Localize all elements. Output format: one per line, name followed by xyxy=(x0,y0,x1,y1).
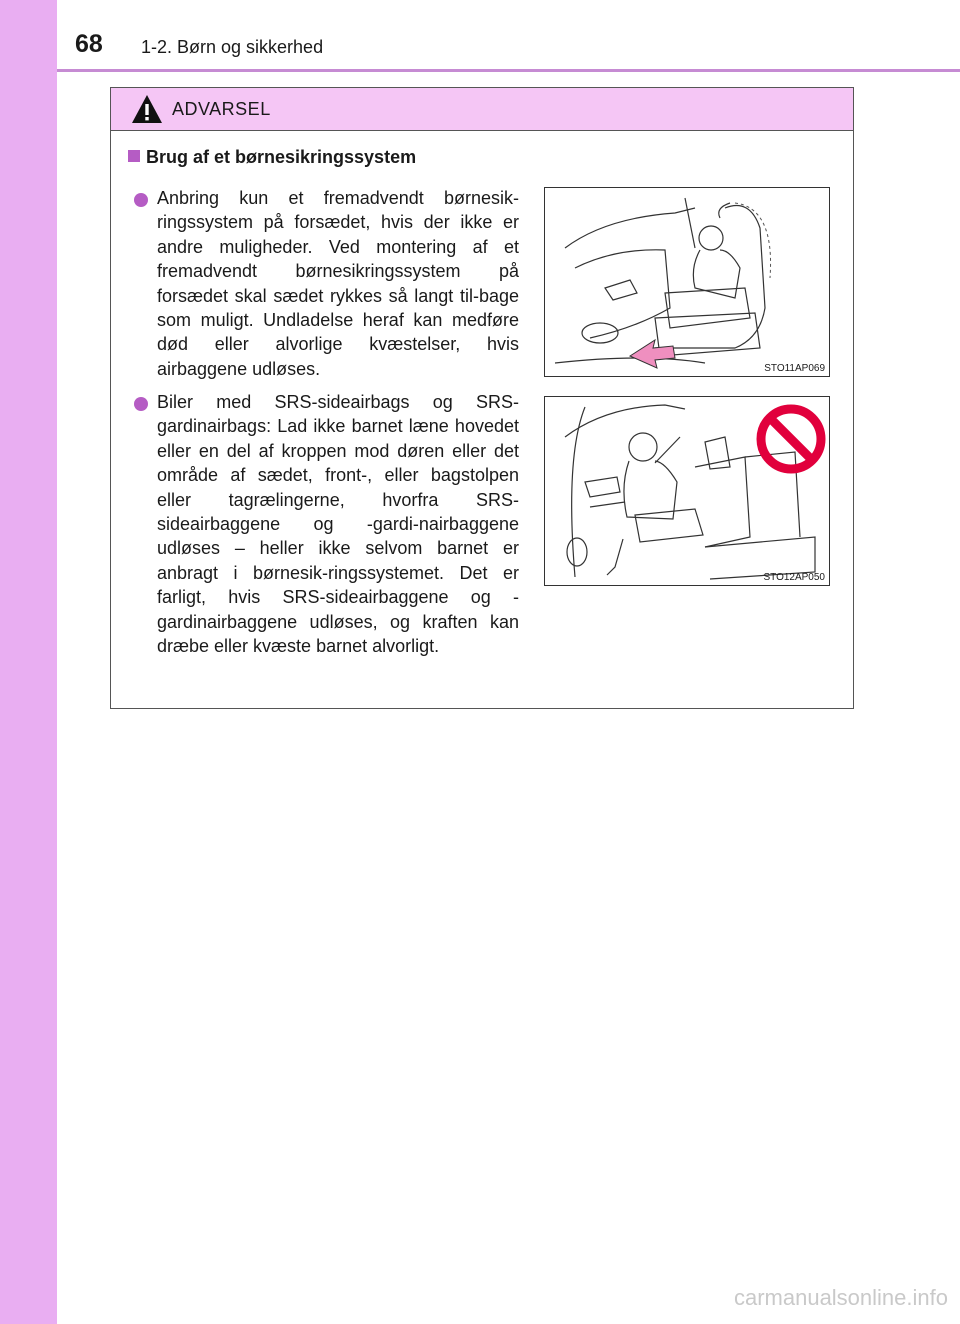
warning-triangle-icon xyxy=(130,93,164,125)
warning-header xyxy=(111,88,853,131)
section-title: 1-2. Børn og sikkerhed xyxy=(141,37,324,57)
warning-box xyxy=(110,87,854,709)
warning-item-1-text: Anbring kun et fremadvendt børnesik-ringssystem på forsædet, hvis der ikke er andre muligheder. Ved montering af et fremadvendt børnesikringssystem på forsædet skal sædet rykkes så langt til-bage som muligt. Undladelse heraf kan medføre død eller alvorlige kvæstelser, hvis airbaggene udløses. xyxy=(157,188,519,379)
square-bullet-icon xyxy=(128,150,140,162)
warning-subheading xyxy=(128,147,416,168)
round-bullet-icon xyxy=(134,193,148,207)
side-color-strip xyxy=(0,0,57,1324)
header-rule xyxy=(57,69,960,72)
child-seat-illustration xyxy=(545,188,829,376)
warning-label: ADVARSEL xyxy=(172,99,271,119)
round-bullet-icon xyxy=(134,397,148,411)
warning-item-2-text: Biler med SRS-sideairbags og SRS-gardinairbags: Lad ikke barnet læne hovedet eller en del af kroppen mod døren eller det område af sædet, front-, eller bagstolpen eller tagrælingerne, hvorfra SRS-sideairbaggene og -gardi-nairbaggene udløses – heller ikke selvom barnet er anbragt i børnesik-ringssystemet. Det er farligt, hvis SRS-sideairbaggene og -gardinairbaggene udløses, og kraften kan dræbe eller kvæste barnet alvorligt. xyxy=(157,392,519,657)
figure-label-1: STO11AP069 xyxy=(764,363,825,374)
page-number: 68 xyxy=(75,30,103,58)
figure-label-2: STO12AP050 xyxy=(763,572,825,583)
prohibited-icon xyxy=(755,403,827,475)
figure-child-near-door xyxy=(544,396,830,586)
footer-watermark: carmanualsonline.info xyxy=(733,1285,948,1310)
figure-child-seat-front xyxy=(544,187,830,377)
subheading-text: Brug af et børnesikringssystem xyxy=(146,147,417,167)
